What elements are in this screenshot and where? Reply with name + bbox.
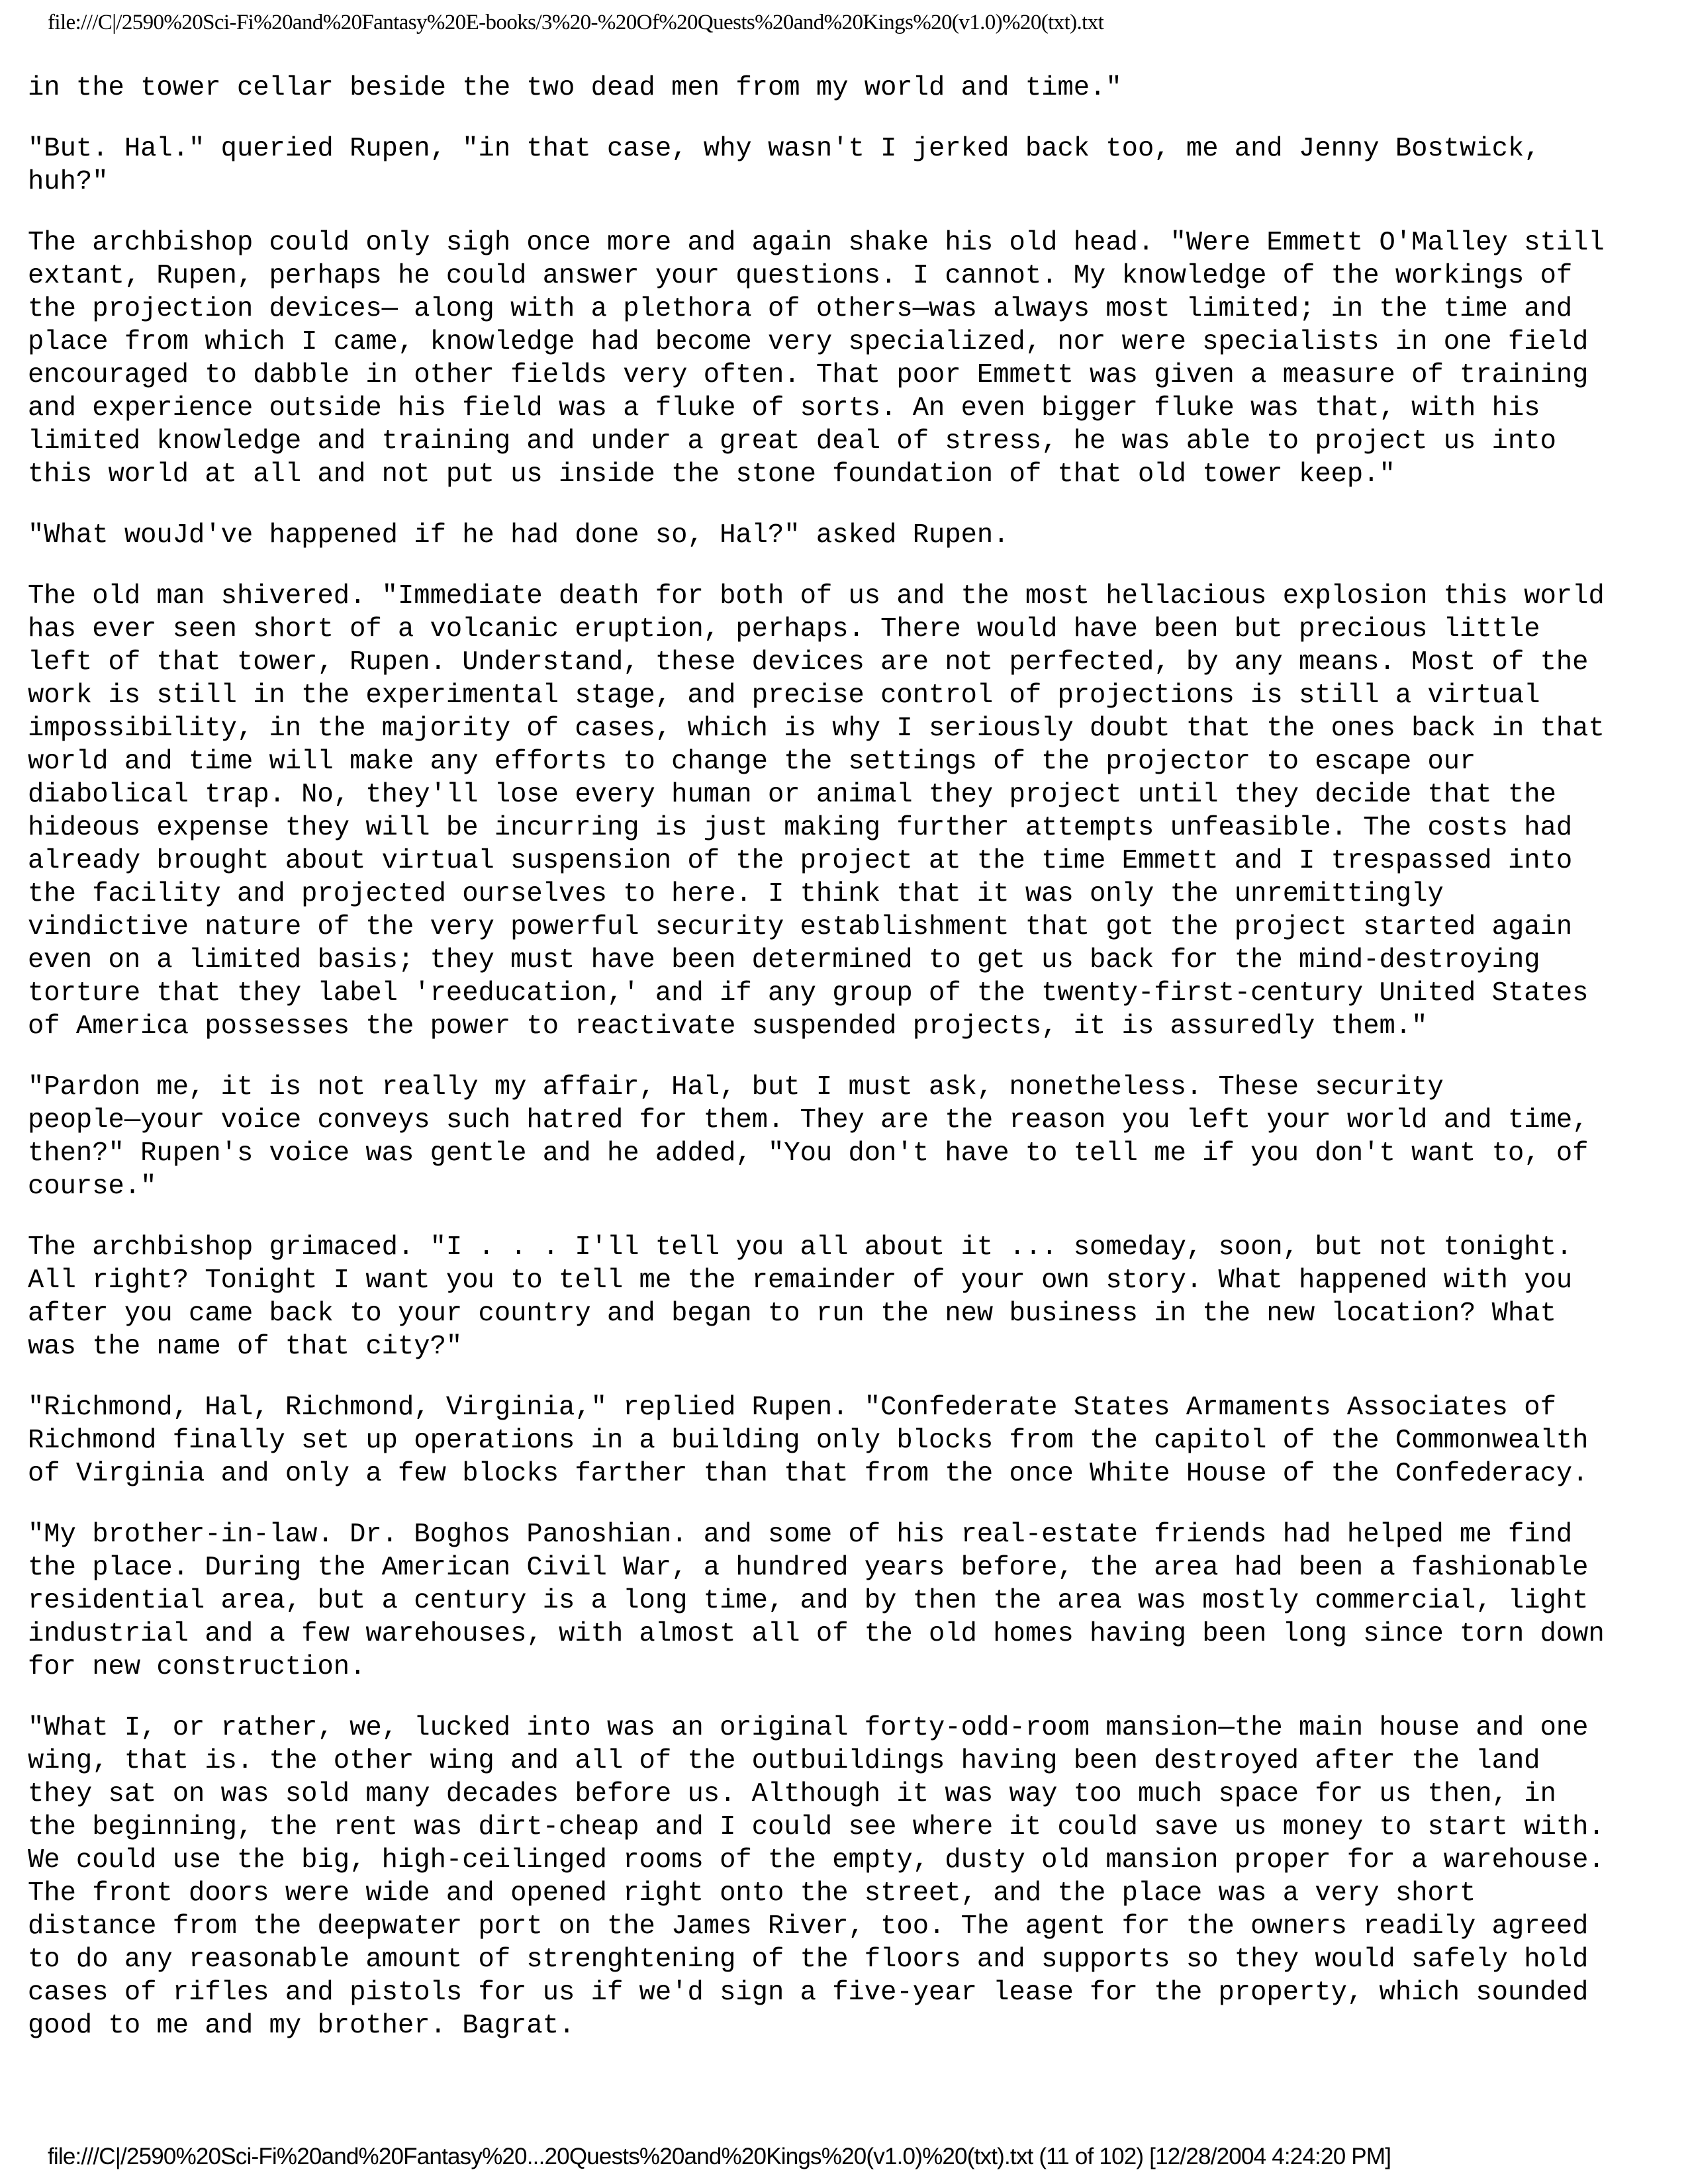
paragraph: The old man shivered. "Immediate death for both of us and the most hellacious explosion this world has ever seen short of a volcanic eruption, perhaps. There would have been but precious little left of that tower, Rupen. Understand, these devices are not perfected, by any means. Most of the work is still in the experimental stage, and precise control of projections is still a virtual impossibility, in the majority of cases, which is why I seriously doubt that the ones back in that world and time will make any efforts to change the settings of the projector to escape our diabolical trap. No, they'll lose every human or animal they project until they decide that the hideous expense they will be incurring is just making further attempts unfeasible. The costs had already brought about virtual suspension of the project at the time Emmett and I trespassed into the facility and projected ourselves to here. I think that it was only the unremittingly vindictive nature of the very powerful security establishment that got the project started again even on a limited basis; they must have been determined to get us back for the mind-destroying torture that they label 'reeducation,' and if any group of the twenty-first-century United States of America possesses the power to reactivate suspended projects, it is assuredly them."	[28, 581, 1605, 1042]
paragraph: "Richmond, Hal, Richmond, Virginia," replied Rupen. "Confederate States Armaments Associates of Richmond finally set up operations in a building only blocks from the capitol of the Commonwealth of Virginia and only a few blocks farther than that from the once White House of the Confederacy.	[28, 1392, 1589, 1489]
paragraph: "But. Hal." queried Rupen, "in that case, why wasn't I jerked back too, me and Jenny Bostwick, huh?"	[28, 134, 1540, 197]
paragraph: "What I, or rather, we, lucked into was an original forty-odd-room mansion—the main house and one wing, that is. the other wing and all of the outbuildings having been destroyed after the land they sat on was sold many decades before us. Although it was way too much space for us then, in the beginning, the rent was dirt-cheap and I could see where it could save us money to start with. We could use the big, high-ceilinged rooms of the empty, dusty old mansion proper for a warehouse. The front doors were wide and opened right onto the street, and the place was a very short distance from the deepwater port on the James River, too. The agent for the owners readily agreed to do any reasonable amount of strenghtening of the floors and supports so they would safely hold cases of rifles and pistols for us if we'd sign a five-year lease for the property, which sounded good to me and my brother. Bagrat.	[28, 1713, 1605, 2041]
paragraph: "What wouJd've happened if he had done so, Hal?" asked Rupen.	[28, 520, 1009, 551]
page-header-file-path: file:///C|/2590%20Sci-Fi%20and%20Fantasy%20E-books/3%20-%20Of%20Quests%20and%20Kings%20(v1.0)%20(txt).txt	[48, 11, 1104, 34]
paragraph: in the tower cellar beside the two dead men from my world and time."	[28, 73, 1122, 103]
paragraph: The archbishop could only sigh once more and again shake his old head. "Were Emmett O'Malley still extant, Rupen, perhaps he could answer your questions. I cannot. My knowledge of the workings of the projection devices— along with a plethora of others—was always most limited; in the time and place from which I came, knowledge had become very specialized, nor were specialists in one field encouraged to dabble in other fields very often. That poor Emmett was given a measure of training and experience outside his field was a fluke of sorts. An even bigger fluke was that, with his limited knowledge and training and under a great deal of stress, he was able to project us into this world at all and not put us inside the stone foundation of that old tower keep."	[28, 228, 1605, 490]
paragraph: "My brother-in-law. Dr. Boghos Panoshian. and some of his real-estate friends had helped me find the place. During the American Civil War, a hundred years before, the area had been a fashionable residential area, but a century is a long time, and by then the area was mostly commercial, light industrial and a few warehouses, with almost all of the old homes having been long since torn down for new construction.	[28, 1520, 1605, 1682]
paragraph: "Pardon me, it is not really my affair, Hal, but I must ask, nonetheless. These security people—your voice conveys such hatred for them. They are the reason you left your world and time, then?" Rupen's voice was gentle and he added, "You don't have to tell me if you don't want to, of course."	[28, 1072, 1589, 1202]
document-body	[28, 71, 1669, 2070]
paragraph: The archbishop grimaced. "I . . . I'll tell you all about it ... someday, soon, but not tonight. All right? Tonight I want you to tell me the remainder of your own story. What happened with you after you came back to your country and began to run the new business in the new location? What was the name of that city?"	[28, 1232, 1573, 1362]
page-footer-file-info: file:///C|/2590%20Sci-Fi%20and%20Fantasy%20...20Quests%20and%20Kings%20(v1.0)%20(txt).txt (11 of 102) [12/28/2004 4:24:20 PM]	[48, 2144, 1391, 2169]
